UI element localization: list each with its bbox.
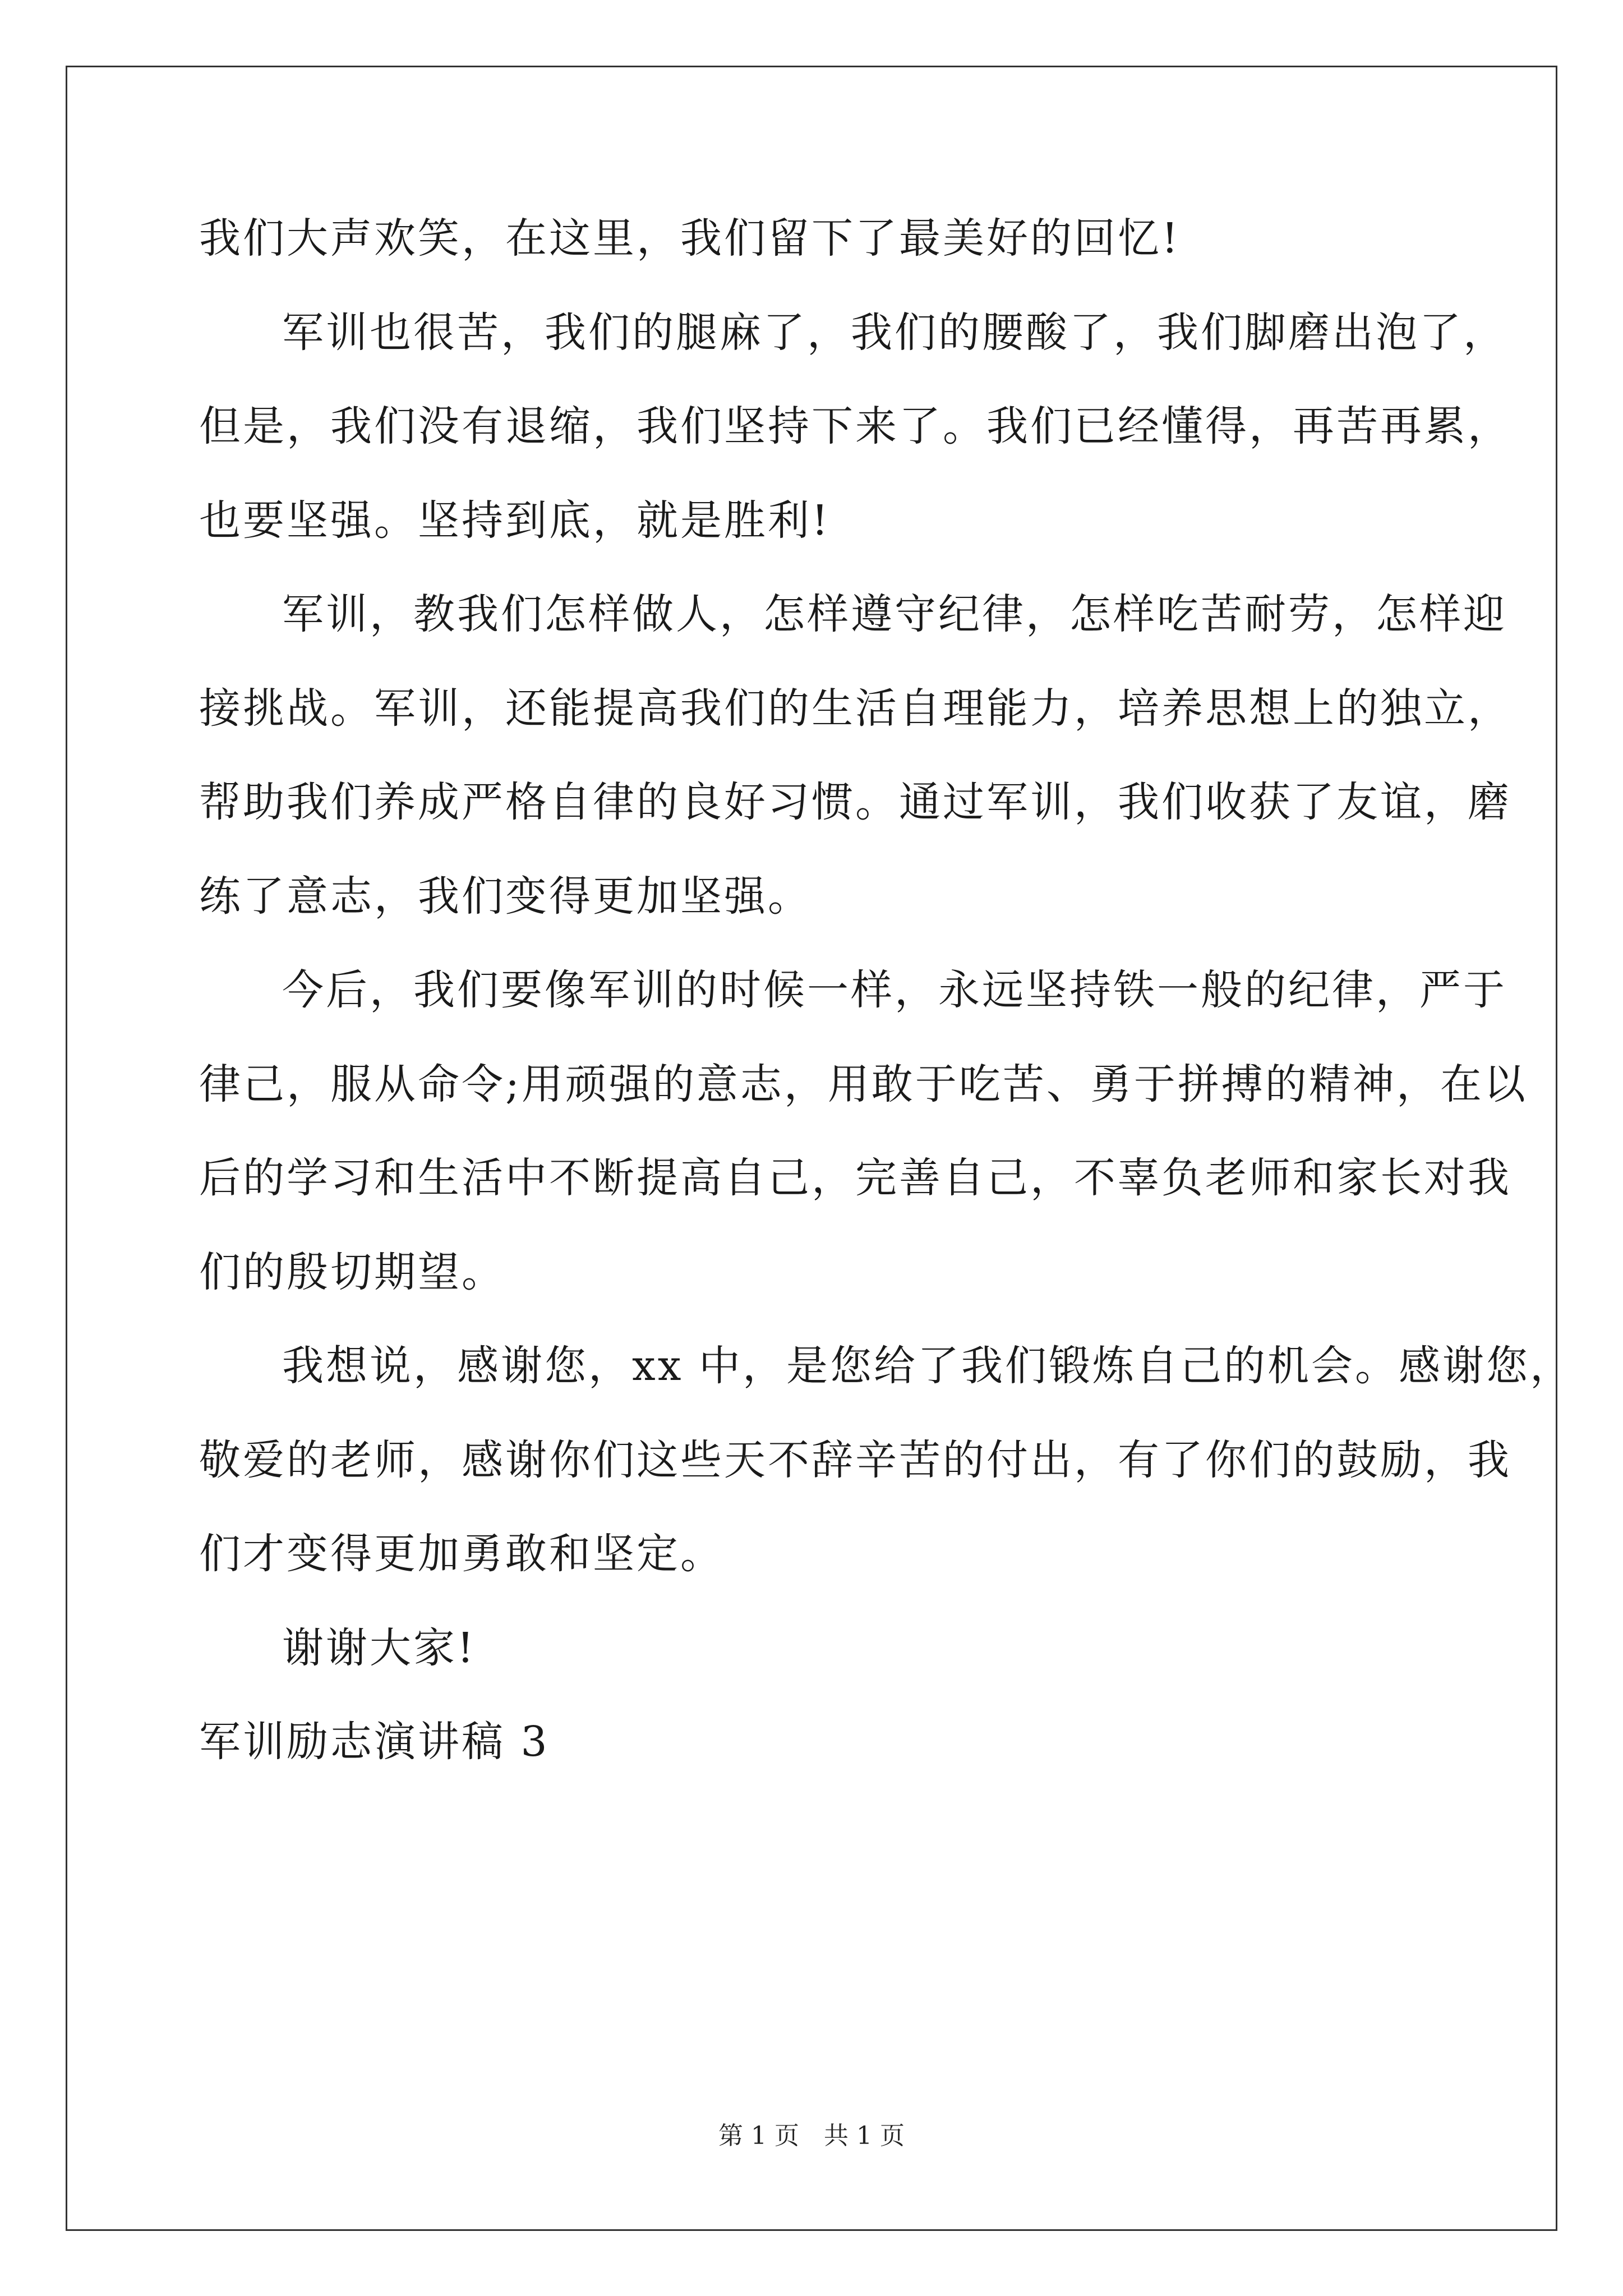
paragraph-start: 军训也很苦，我们的腿麻了，我们的腰酸了，我们脚磨出泡了，	[282, 309, 1507, 357]
paragraph-start: 我想说，感谢您，xx 中，是您给了我们锻炼自己的机会。感谢您，	[282, 1342, 1574, 1390]
text-line: 帮助我们养成严格自律的良好习惯。通过军训，我们收获了友谊，磨	[199, 778, 1511, 826]
text-line: 我们大声欢笑，在这里，我们留下了最美好的回忆!	[199, 214, 1181, 263]
text-line: 也要坚强。坚持到底，就是胜利!	[199, 496, 831, 545]
paragraph-start: 今后，我们要像军训的时候一样，永远坚持铁一般的纪律，严于	[282, 966, 1507, 1014]
text-line: 敬爱的老师，感谢你们这些天不辞辛苦的付出，有了你们的鼓励，我	[199, 1436, 1511, 1484]
text-line: 练了意志，我们变得更加坚强。	[199, 872, 811, 921]
text-line: 们的殷切期望。	[199, 1248, 505, 1296]
closing-line: 谢谢大家!	[282, 1624, 476, 1672]
page-frame	[66, 66, 1557, 2231]
text-line: 后的学习和生活中不断提高自己，完善自己，不辜负老师和家长对我	[199, 1154, 1511, 1202]
page-footer	[0, 2120, 1623, 2152]
text-line: 律己，服从命令;用顽强的意志，用敢于吃苦、勇于拼搏的精神，在以	[199, 1060, 1528, 1108]
text-line: 接挑战。军训，还能提高我们的生活自理能力，培养思想上的独立，	[199, 684, 1511, 733]
page-number: 第 1 页	[718, 2122, 799, 2150]
text-line: 但是，我们没有退缩，我们坚持下来了。我们已经懂得，再苦再累，	[199, 402, 1511, 450]
section-title: 军训励志演讲稿 3	[199, 1718, 550, 1766]
text-line: 们才变得更加勇敢和坚定。	[199, 1530, 724, 1578]
paragraph-start: 军训，教我们怎样做人，怎样遵守纪律，怎样吃苦耐劳，怎样迎	[282, 590, 1507, 638]
page-total: 共 1 页	[824, 2122, 905, 2150]
